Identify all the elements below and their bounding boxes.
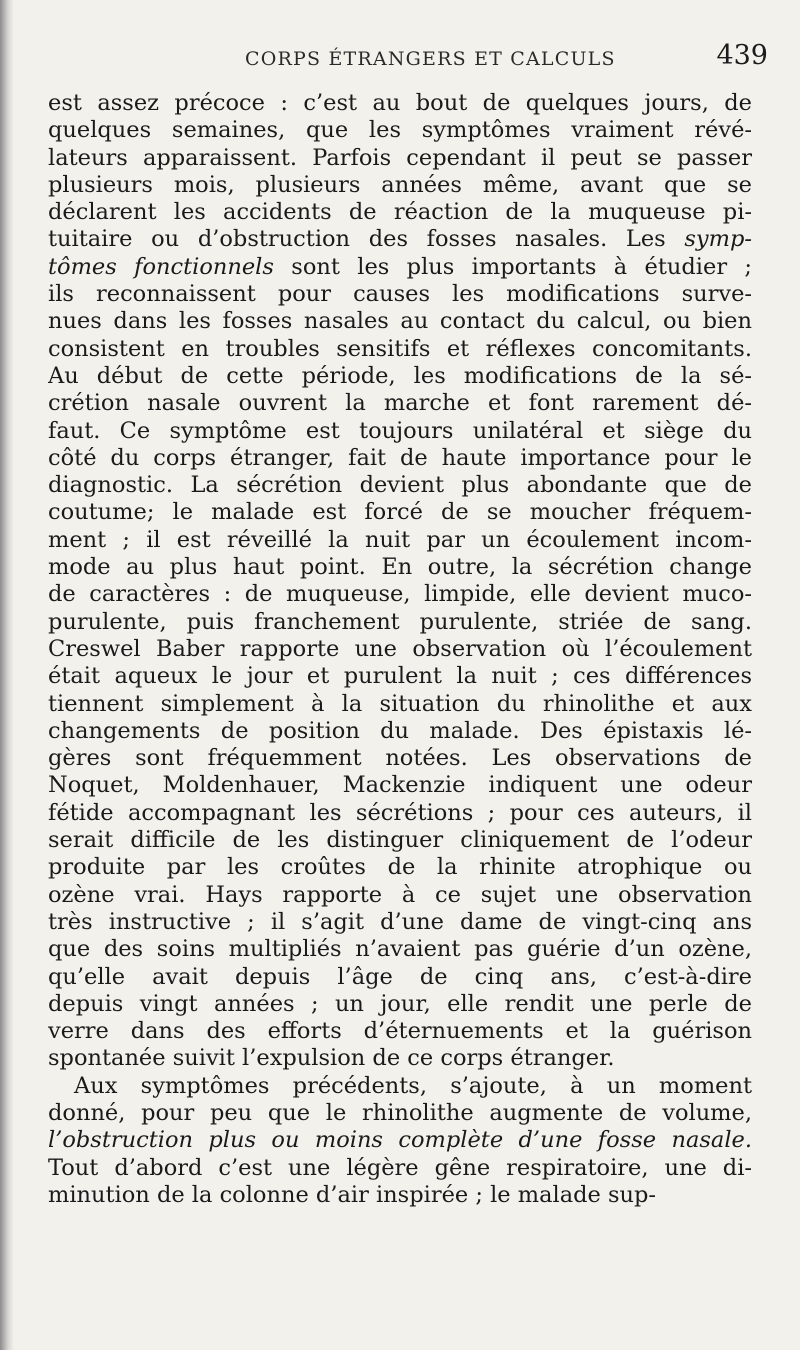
text-line: serait difficile de les distinguer cliniquement de l’odeur (48, 827, 752, 854)
text-line: purulente, puis franchement purulente, striée de sang. (48, 608, 752, 635)
text-line: Noquet, Moldenhauer, Mackenzie indiquent une odeur (48, 772, 752, 799)
body-text (48, 90, 752, 1209)
text-line: lateurs apparaissent. Parfois cependant il peut se passer (48, 144, 752, 171)
text-line: faut. Ce symptôme est toujours unilatéral et siège du (48, 417, 752, 444)
page-number: 439 (716, 40, 768, 71)
text-line: coutume; le malade est forcé de se moucher fréquem- (48, 499, 752, 526)
text-line: ils reconnaissent pour causes les modifications surve- (48, 281, 752, 308)
text-line: nues dans les fosses nasales au contact du calcul, ou bien (48, 308, 752, 335)
text-line: tuitaire ou d’obstruction des fosses nasales. Les symp- (48, 226, 752, 253)
running-title: CORPS ÉTRANGERS ET CALCULS (245, 48, 616, 70)
text-line (48, 1127, 752, 1154)
text-line: que des soins multipliés n’avaient pas guérie d’un ozène, (48, 936, 752, 963)
text-line: spontanée suivit l’expulsion de ce corps étranger. (48, 1045, 615, 1072)
text-line: de caractères : de muqueuse, limpide, elle devient muco- (48, 581, 752, 608)
text-line: minution de la colonne d’air inspirée ; le malade sup- (48, 1181, 657, 1208)
page-header (40, 38, 768, 78)
binding-shadow (0, 0, 14, 1350)
text-line: était aqueux le jour et purulent la nuit ; ces différences (48, 663, 752, 690)
text-line: verre dans des efforts d’éternuements et la guérison (48, 1018, 752, 1045)
text-line: déclarent les accidents de réaction de la muqueuse pi- (48, 199, 752, 226)
text-line: tômes fonctionnels sont les plus importants à étudier ; (48, 253, 752, 280)
text-line: mode au plus haut point. En outre, la sécrétion change (48, 554, 752, 581)
text-line: quelques semaines, que les symptômes vraiment révé- (48, 117, 752, 144)
text-line: très instructive ; il s’agit d’une dame de vingt-cinq ans (48, 908, 752, 935)
italic-run: symp- (684, 226, 752, 253)
text-line: consistent en troubles sensitifs et réflexes concomitants. (48, 335, 752, 362)
text-line: fétide accompagnant les sécrétions ; pour ces auteurs, il (48, 799, 752, 826)
text-line: Tout d’abord c’est une légère gêne respiratoire, une di- (48, 1154, 752, 1181)
text-line: qu’elle avait depuis l’âge de cinq ans, c’est-à-dire (48, 963, 752, 990)
text-line: gères sont fréquemment notées. Les observations de (48, 745, 752, 772)
text-line: est assez précoce : c’est au bout de quelques jours, de (48, 90, 752, 116)
text-line: ment ; il est réveillé la nuit par un écoulement incom- (48, 526, 752, 553)
text-line: Aux symptômes précédents, s’ajoute, à un moment (74, 1072, 752, 1099)
text-line: Au début de cette période, les modifications de la sé- (48, 362, 752, 389)
text-line: changements de position du malade. Des épistaxis lé- (48, 717, 752, 744)
text-line: donné, pour peu que le rhinolithe augmente de volume, (48, 1099, 752, 1126)
italic-run: tômes fonctionnels (48, 253, 274, 280)
text-line: tiennent simplement à la situation du rhinolithe et aux (48, 690, 752, 717)
text-line: diagnostic. La sécrétion devient plus abondante que de (48, 472, 752, 499)
italic-run: l’obstruction plus ou moins complète d’une fosse nasale. (48, 1127, 752, 1154)
text-line: crétion nasale ouvrent la marche et font rarement dé- (48, 390, 752, 417)
text-line: ozène vrai. Hays rapporte à ce sujet une observation (48, 881, 752, 908)
text-line: plusieurs mois, plusieurs années même, avant que se (48, 171, 752, 198)
text-line: côté du corps étranger, fait de haute importance pour le (48, 444, 752, 471)
text-line: depuis vingt années ; un jour, elle rendit une perle de (48, 990, 752, 1017)
text-line: Creswel Baber rapporte une observation où l’écoulement (48, 635, 752, 662)
text-line: produite par les croûtes de la rhinite atrophique ou (48, 854, 752, 881)
